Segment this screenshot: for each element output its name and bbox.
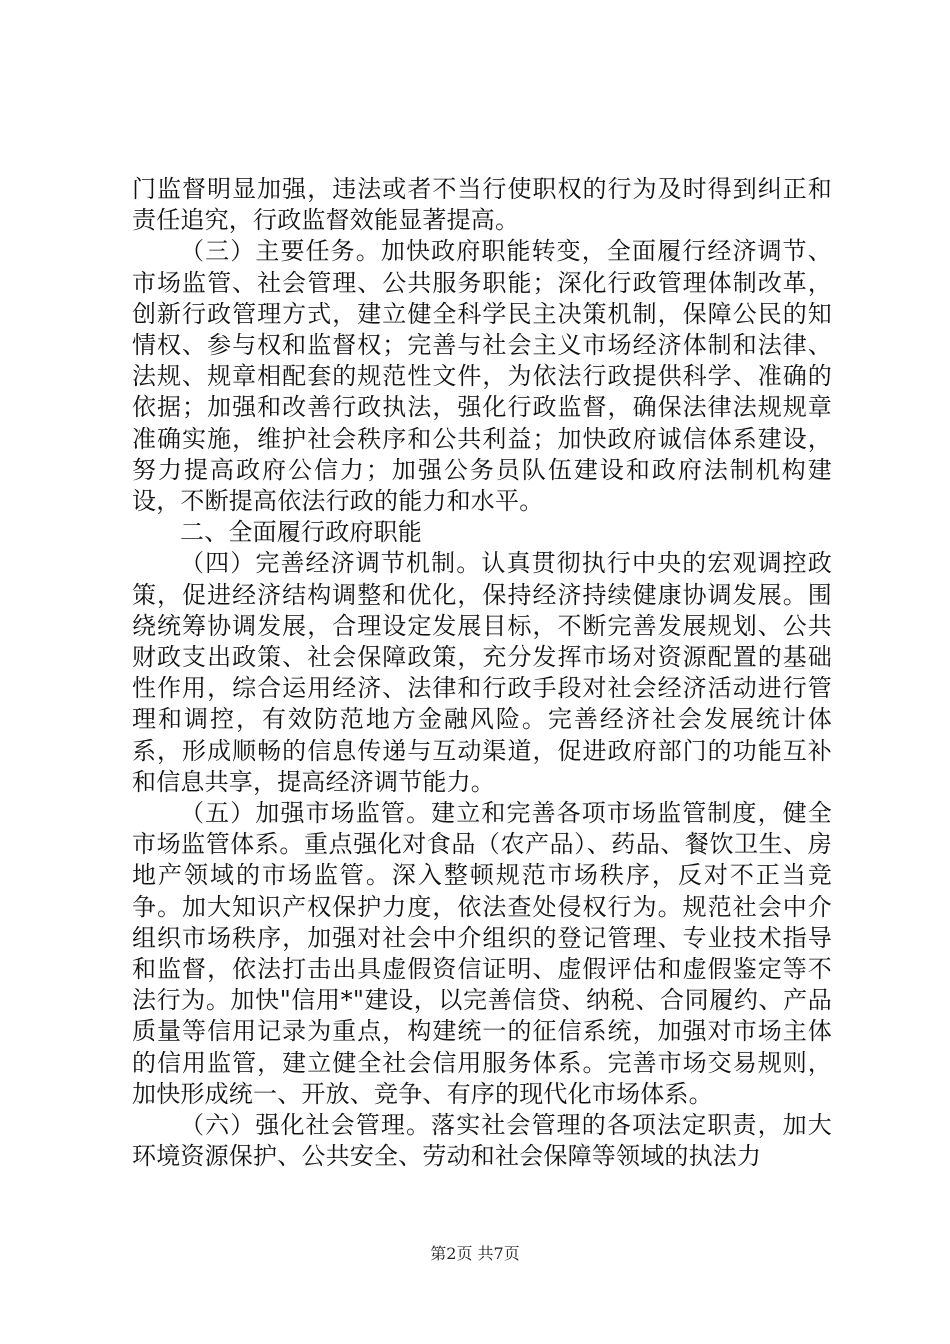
section-heading: 二、全面履行政府职能	[180, 518, 422, 547]
paragraph-economic-regulation: （四）完善经济调节机制。认真贯彻执行中央的宏观调控政策，促进经济结构调整和优化，保持经济持续健康协调发展。围绕统筹协调发展，合理设定发展目标，不断完善发展规划、公共财政支出政策、社会保障政策，充分发挥市场对资源配置的基础性作用，综合运用经济、法律和行政手段对社会经济活动进行管理和调控，有效防范地方金融风险。完善经济社会发展统计体系，形成顺畅的信息传递与互动渠道，促进政府部门的功能互补和信息共享，提高经济调节能力。	[132, 549, 832, 796]
paragraph-social-management: （六）强化社会管理。落实社会管理的各项法定职责，加大环境资源保护、公共安全、劳动和社会保障等领域的执法力	[132, 1111, 832, 1171]
paragraph-continuation: 门监督明显加强，违法或者不当行使职权的行为及时得到纠正和责任追究，行政监督效能显著提高。	[132, 175, 832, 235]
paragraph-market-supervision: （五）加强市场监管。建立和完善各项市场监管制度，健全市场监管体系。重点强化对食品（农产品）、药品、餐饮卫生、房地产领域的市场监管。深入整顿规范市场秩序，反对不正当竞争。加大知识产权保护力度，依法查处侵权行为。规范社会中介组织市场秩序，加强对社会中介组织的登记管理、专业技术指导和监督，依法打击出具虚假资信证明、虚假评估和虚假鉴定等不法行为。加快"信用*"建设，以完善信贷、纳税、合同履约、产品质量等信用记录为重点，构建统一的征信系统，加强对市场主体的信用监管，建立健全社会信用服务体系。完善市场交易规则，加快形成统一、开放、竞争、有序的现代化市场体系。	[132, 799, 832, 1108]
page-number: 第2页 共7页	[430, 1244, 520, 1263]
document-body	[132, 174, 832, 1173]
paragraph-main-tasks: （三）主要任务。加快政府职能转变，全面履行经济调节、市场监管、社会管理、公共服务职能；深化行政管理体制改革，创新行政管理方式，建立健全科学民主决策机制，保障公民的知情权、参与权和监督权；完善与社会主义市场经济体制和法律、法规、规章相配套的规范性文件，为依法行政提供科学、准确的依据；加强和改善行政执法，强化行政监督，确保法律法规规章准确实施，维护社会秩序和公共利益；加快政府诚信体系建设，努力提高政府公信力；加强公务员队伍建设和政府法制机构建设，不断提高依法行政的能力和水平。	[132, 237, 832, 516]
